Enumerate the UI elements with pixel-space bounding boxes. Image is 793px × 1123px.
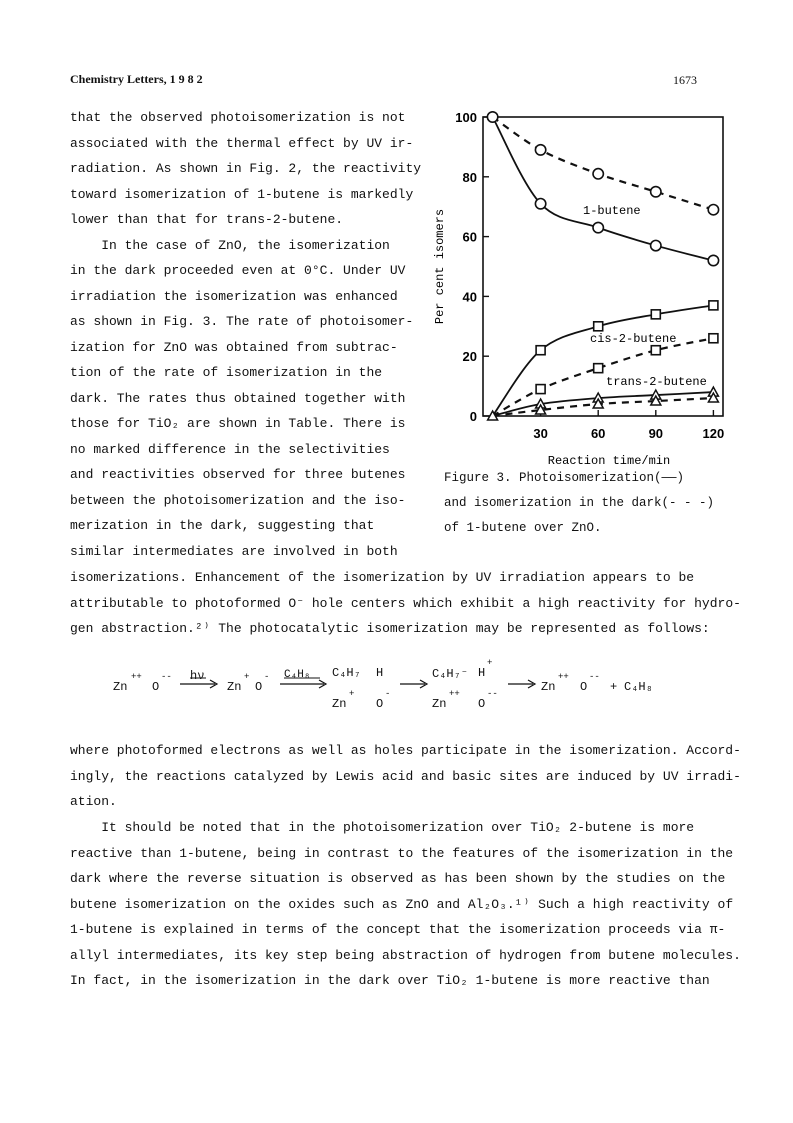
scheme-o: O xyxy=(580,680,588,694)
text-line: in the dark proceeded even at 0°C. Under UV xyxy=(70,263,406,278)
text-line: irradiation the isomerization was enhanced xyxy=(70,288,398,304)
text-line: tion of the rate of isomerization in the xyxy=(70,365,383,380)
text-line: toward isomerization of 1-butene is markedly xyxy=(70,186,414,202)
text-line: between the photoisomerization and the iso- xyxy=(70,492,406,508)
scheme-c4h7: C₄H₇ xyxy=(332,666,361,680)
text-line: that the observed photoisomerization is not xyxy=(70,110,406,125)
x-tick-label: 90 xyxy=(648,426,664,441)
text-line: attributable to photoformed O⁻ hole centers which exhibit a high reactivity for hydro- xyxy=(70,595,741,611)
text-line: ization for ZnO was obtained from subtrac- xyxy=(70,339,398,355)
scheme-o: O xyxy=(376,697,384,711)
scheme-charge: ++ xyxy=(558,672,569,682)
text-line: In fact, in the isomerization in the dark over TiO₂ 1-butene is more reactive than xyxy=(70,973,710,988)
scheme-zn: Zn xyxy=(541,680,556,694)
caption-line: Figure 3. Photoisomerization(——) xyxy=(444,471,685,485)
scheme-zn: Zn xyxy=(113,680,128,694)
y-tick-label: 0 xyxy=(469,409,477,424)
data-point-circle xyxy=(651,240,661,250)
text-line: isomerizations. Enhancement of the isomerization by UV irradiation appears to be xyxy=(70,570,695,585)
running-header: Chemistry Letters, 1 9 8 2 xyxy=(70,72,203,86)
data-point-circle xyxy=(651,187,661,197)
scheme-charge: - xyxy=(385,689,391,699)
text-line: It should be noted that in the photoisomerization over TiO₂ 2-butene is more xyxy=(70,820,695,835)
left-column xyxy=(70,110,430,560)
scheme-c4h7-anion: C₄H₇⁻ xyxy=(432,667,469,681)
text-line: those for TiO₂ are shown in Table. There is xyxy=(70,416,406,431)
scheme-zn: Zn xyxy=(227,680,242,694)
chart-axes xyxy=(433,110,724,465)
scheme-charge: - xyxy=(264,672,270,682)
scheme-charge: + xyxy=(244,672,250,682)
scheme-zn: Zn xyxy=(432,697,447,711)
data-point-circle xyxy=(535,145,545,155)
data-point-square xyxy=(536,385,545,394)
text-line: dark where the reverse situation is observed as has been shown by the studies on the xyxy=(70,871,726,886)
scheme-charge: -- xyxy=(161,672,172,682)
scheme-charge: + xyxy=(349,689,355,699)
y-axis-label: Per cent isomers xyxy=(433,208,447,325)
scheme-o: O xyxy=(152,680,160,694)
scheme-h: H xyxy=(478,666,486,680)
data-point-square xyxy=(651,310,660,319)
text-line: associated with the thermal effect by UV ir- xyxy=(70,135,414,151)
scheme-charge: ++ xyxy=(131,672,142,682)
scheme-o: O xyxy=(255,680,263,694)
data-point-square xyxy=(709,301,718,310)
chart-series xyxy=(487,112,718,420)
y-tick-label: 80 xyxy=(462,169,477,185)
text-line: similar intermediates are involved in both xyxy=(70,543,398,559)
data-point-square xyxy=(594,364,603,373)
text-line: lower than that for trans-2-butene. xyxy=(70,212,344,227)
text-line: ingly, the reactions catalyzed by Lewis acid and basic sites are induced by UV irradi- xyxy=(70,768,741,784)
data-point-square xyxy=(651,346,660,355)
text-line: radiation. As shown in Fig. 2, the reactivity xyxy=(70,161,422,176)
data-point-circle xyxy=(708,204,718,214)
scheme-o: O xyxy=(478,697,486,711)
data-point-square xyxy=(594,322,603,331)
data-point-circle xyxy=(708,255,718,265)
label-1-butene: 1-butene xyxy=(583,204,641,218)
scheme-charge: -- xyxy=(589,672,600,682)
x-tick-label: 30 xyxy=(533,426,548,441)
y-tick-label: 60 xyxy=(462,229,477,245)
data-point-circle xyxy=(535,199,545,209)
scheme-arrow xyxy=(180,675,220,689)
scheme-charge: -- xyxy=(487,689,498,699)
x-tick-label: 120 xyxy=(702,426,725,441)
series-line xyxy=(493,117,714,210)
series-line xyxy=(493,117,714,261)
text-line: 1-butene is explained in terms of the concept that the isomerization proceeds via π- xyxy=(70,922,726,937)
text-line: In the case of ZnO, the isomerization xyxy=(70,237,390,253)
x-axis-label: Reaction time/min xyxy=(547,454,671,465)
scheme-arrow xyxy=(400,675,430,689)
label-cis-2-butene: cis-2-butene xyxy=(590,332,677,346)
caption-line: of 1-butene over ZnO. xyxy=(444,521,602,535)
data-point-circle xyxy=(593,222,603,232)
text-line: butene isomerization on the oxides such as ZnO and Al₂O₃.¹⁾ Such a high reactivity of xyxy=(70,896,734,912)
text-line: ation. xyxy=(70,794,117,809)
data-point-square xyxy=(536,346,545,355)
scheme-arrow xyxy=(508,675,538,689)
caption-line: and isomerization in the dark(- - -) xyxy=(444,496,715,510)
scheme-charge: ++ xyxy=(449,689,460,699)
page-number: 1673 xyxy=(673,73,697,87)
label-trans-2-butene: trans-2-butene xyxy=(606,375,707,389)
text-line: no marked difference in the selectivities xyxy=(70,441,390,457)
text-line: merization in the dark, suggesting that xyxy=(70,518,375,533)
text-line: as shown in Fig. 3. The rate of photoisomer- xyxy=(70,314,414,329)
text-line: gen abstraction.²⁾ The photocatalytic isomerization may be represented as follows: xyxy=(70,621,710,636)
text-line: dark. The rates thus obtained together with xyxy=(70,390,406,406)
y-tick-label: 40 xyxy=(462,289,477,305)
scheme-c4h8: C₄H₈ xyxy=(284,669,311,681)
data-point-circle xyxy=(593,169,603,179)
text-line: reactive than 1-butene, being in contrast to the features of the isomerization in the xyxy=(70,845,734,861)
scheme-charge: + xyxy=(487,658,493,668)
y-tick-label: 20 xyxy=(462,349,477,365)
scheme-arrow xyxy=(280,675,330,689)
scheme-h: H xyxy=(376,666,384,680)
x-tick-label: 60 xyxy=(590,426,606,441)
text-line: and reactivities observed for three butenes xyxy=(70,467,406,482)
data-point-circle xyxy=(487,112,497,122)
text-line: allyl intermediates, its key step being abstraction of hydrogen from butene molecules. xyxy=(70,947,741,963)
data-point-square xyxy=(709,334,718,343)
scheme-zn: Zn xyxy=(332,697,347,711)
text-line: where photoformed electrons as well as holes participate in the isomerization. Accord- xyxy=(70,743,741,758)
scheme-hv: hν xyxy=(190,669,205,683)
scheme-c4h8: C₄H₈ xyxy=(624,680,653,694)
y-tick-label: 100 xyxy=(455,110,477,125)
series-line xyxy=(493,392,714,416)
figure-3-chart xyxy=(425,105,745,465)
